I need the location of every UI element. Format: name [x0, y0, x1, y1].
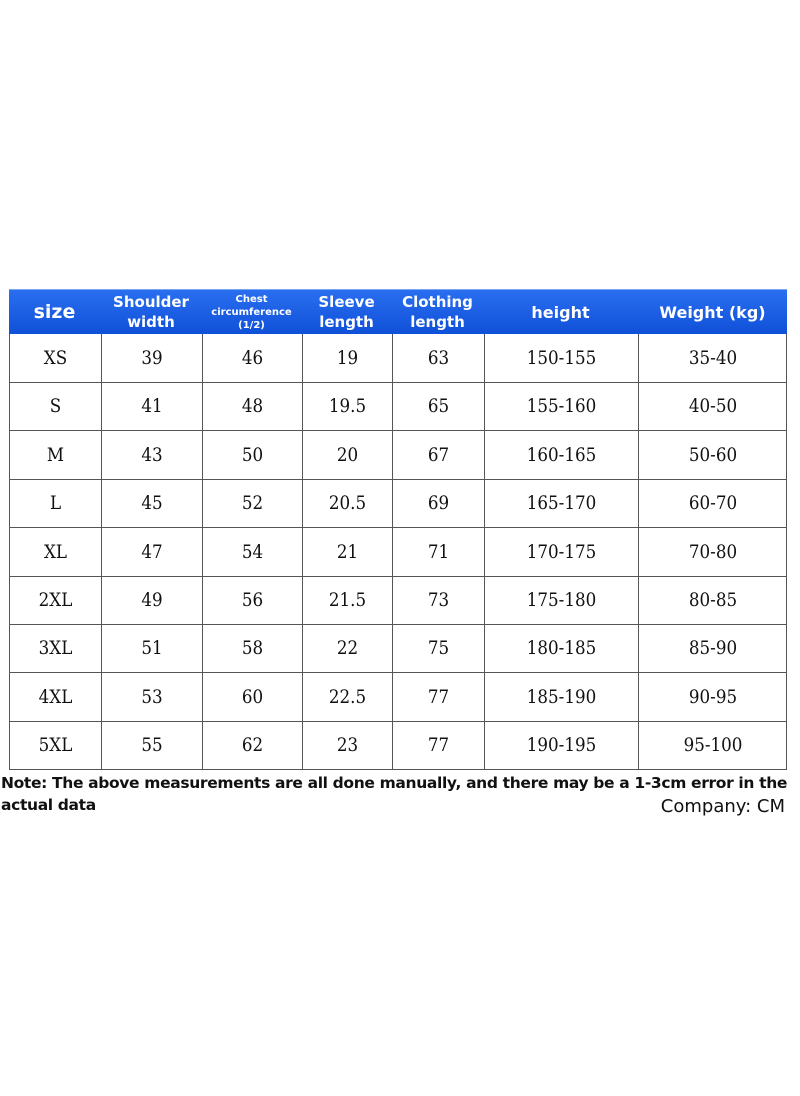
- header-weight: Weight (kg): [659, 302, 766, 322]
- cell-clothing-length: 71: [427, 540, 450, 563]
- cell-clothing-length: 73: [427, 589, 450, 611]
- table-row: [10, 528, 786, 577]
- cell-shoulder-width: 49: [141, 589, 163, 611]
- cell-clothing-length: 63: [427, 347, 450, 369]
- cell-chest: 52: [241, 492, 264, 515]
- table-row: [10, 576, 786, 625]
- cell-weight: 35-40: [688, 347, 738, 369]
- cell-sleeve-length: 23: [336, 734, 359, 757]
- cell-shoulder-width: 43: [141, 443, 163, 466]
- cell-size: S: [49, 395, 62, 418]
- cell-clothing-length: 77: [427, 685, 450, 708]
- cell-height: 160-165: [526, 443, 597, 466]
- cell-sleeve-length: 19.5: [328, 395, 367, 418]
- cell-clothing-length: 77: [427, 734, 450, 757]
- cell-height: 150-155: [526, 347, 597, 369]
- cell-chest: 46: [241, 347, 264, 369]
- header-chest-circumference: Chest circumference (1/2): [211, 293, 292, 331]
- cell-chest: 56: [241, 589, 264, 611]
- cell-shoulder-width: 55: [141, 734, 163, 757]
- cell-height: 190-195: [526, 734, 597, 757]
- cell-height: 165-170: [526, 492, 597, 515]
- table-body: [9, 334, 787, 770]
- size-chart-table: [9, 289, 787, 770]
- cell-chest: 54: [241, 540, 264, 563]
- table-row: [10, 721, 786, 770]
- cell-sleeve-length: 21.5: [328, 589, 367, 611]
- cell-weight: 50-60: [688, 443, 738, 466]
- cell-size: M: [46, 443, 65, 466]
- cell-sleeve-length: 22: [336, 637, 359, 660]
- cell-height: 155-160: [526, 395, 597, 418]
- cell-shoulder-width: 51: [141, 637, 163, 660]
- column-divider: [484, 334, 485, 770]
- header-sleeve-length: Sleeve length: [318, 293, 375, 331]
- cell-weight: 85-90: [688, 637, 738, 660]
- table-header: [9, 289, 787, 334]
- cell-sleeve-length: 20.5: [328, 492, 367, 515]
- cell-shoulder-width: 41: [141, 395, 163, 418]
- table-row: [10, 334, 786, 383]
- table-row: [10, 673, 786, 722]
- table-row: [10, 382, 786, 431]
- cell-clothing-length: 75: [427, 637, 450, 660]
- cell-size: 2XL: [38, 589, 73, 611]
- cell-shoulder-width: 39: [141, 347, 163, 369]
- cell-chest: 60: [241, 685, 264, 708]
- cell-weight: 90-95: [688, 685, 738, 708]
- cell-weight: 60-70: [688, 492, 738, 515]
- cell-chest: 58: [241, 637, 264, 660]
- header-height: height: [531, 302, 590, 322]
- cell-clothing-length: 65: [427, 395, 450, 418]
- cell-shoulder-width: 47: [141, 540, 163, 563]
- cell-weight: 70-80: [688, 540, 738, 563]
- cell-chest: 48: [241, 395, 264, 418]
- column-divider: [392, 334, 393, 770]
- cell-height: 180-185: [526, 637, 597, 660]
- column-divider: [302, 334, 303, 770]
- table-row: [10, 624, 786, 673]
- cell-height: 185-190: [526, 685, 597, 708]
- column-divider: [101, 334, 102, 770]
- table-row: [10, 479, 786, 528]
- cell-size: XL: [43, 540, 68, 563]
- cell-clothing-length: 67: [427, 443, 450, 466]
- column-divider: [202, 334, 203, 770]
- cell-shoulder-width: 45: [141, 492, 163, 515]
- header-shoulder-width: Shoulder width: [113, 293, 189, 331]
- cell-size: L: [49, 492, 62, 515]
- cell-weight: 40-50: [688, 395, 738, 418]
- header-clothing-length: Clothing length: [402, 293, 473, 331]
- cell-weight: 95-100: [683, 734, 743, 757]
- table-row: [10, 431, 786, 480]
- cell-sleeve-length: 19: [336, 347, 359, 369]
- cell-size: 3XL: [38, 637, 73, 660]
- company-label: Company: CM: [660, 796, 785, 817]
- cell-weight: 80-85: [688, 589, 738, 611]
- cell-height: 175-180: [526, 589, 597, 611]
- cell-sleeve-length: 22.5: [328, 685, 367, 708]
- cell-size: XS: [43, 347, 68, 369]
- cell-chest: 62: [241, 734, 264, 757]
- cell-clothing-length: 69: [427, 492, 450, 515]
- cell-size: 4XL: [38, 685, 73, 708]
- cell-height: 170-175: [526, 540, 597, 563]
- cell-shoulder-width: 53: [141, 685, 163, 708]
- header-size: size: [33, 301, 76, 323]
- measurement-note: Note: The above measurements are all done manually, and there may be a 1-3cm error in the actual data: [1, 774, 788, 814]
- cell-chest: 50: [241, 443, 264, 466]
- cell-sleeve-length: 21: [336, 540, 359, 563]
- cell-sleeve-length: 20: [336, 443, 359, 466]
- cell-size: 5XL: [38, 734, 73, 757]
- column-divider: [638, 334, 639, 770]
